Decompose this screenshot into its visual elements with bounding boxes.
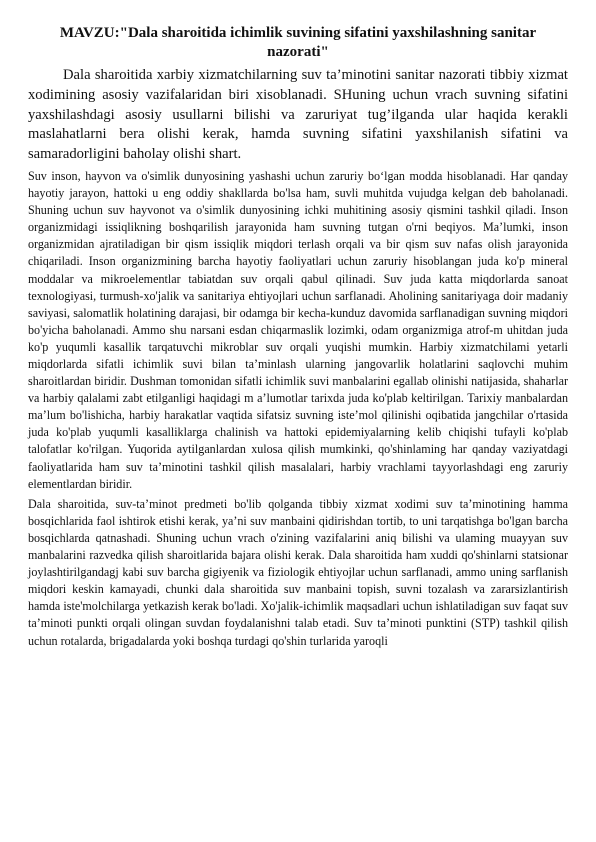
body-paragraph-1: Suv inson, hayvon va o'simlik dunyosining yashashi uchun zaruriy bo‘lgan modda hisoblanadi. Har qanday hayotiy jarayon, hattoki u eng oddiy shakllarda bo'lsa ham, suvli muhitda vujudga kelgan deb baholanadi. Shuning uchun suv hayvonot va o'simlik dunyosining ichki muhitining asosiy qismini tashkil qiladi. Inson organizmidagi issiqlikning boshqarilish jarayonida ham suvning tutgan o'rni beqiyos. Ma’lumki, inson organizmidan ajratiladigan bir qism issiqlik miqdori terlash orqali va bir qism suv nafas olish jarayonida chiqariladi. Inson organizmining barcha hayotiy faoliyatlari uchun zaruriy hisoblangan juda ko'p mineral moddalar va mikroelementlar tabiatdan suv orqali qabul qilinadi. Suv juda katta miqdorlarda sanoat texnologiyasi, turmush-xo'jalik va sanitariya ehtiyojlari uchun sarflanadi. Aholining sanitariyaga doir madaniy saviyasi, salomatlik holatining darajasi, bir odamga bir kecha-kunduz davomida sarflanadigan suvning miqdori bo'yicha baholanadi. Ammo shu narsani esdan chiqarmaslik lozimki, odam organizmiga atrof-m uhitdan juda ko'p yuqumli kasallik tarqatuvchi mikroblar suv orqali yuqishi mumkin. Harbiy xizmatchilami yetarli miqdorlarda sifatli ichimlik suvi bilan ta’minlash ularning jangovarlik holatlarini saqlovchi muhim sharoitlardan biridir. Dushman tomonidan sifatli ichimlik suvi manbalarini egallab olinishi natijasida, shaharlar va harbiy qalalami zabt etilganligi haqidagi m a’lumotlar tarixda juda ko'plab keltirilgan. Tarixiy manbalardan ma’lum bo'lishicha, harbiy harakatlar vaqtida sifatsiz suvning iste’mol qilinishi oqibatida jangchilar o'rtasida juda ko'plab yuqumli kasalliklarga chalinish va hattoki epidemiyalarning kelib chiqishi tufayli ko'plab talofatlar ko'rilgan. Yuqorida aytilganlardan xulosa qilish mumkinki, qo'shinlaming har qanday vaziyatdagi faoliyatlarida ham suv ta’minotini tashkil qilish masalalari, harbiy vrachlami tayyorlashdagi eng zaruriy elementlardan biridir.: [28, 168, 568, 491]
body-paragraph-2: Dala sharoitida, suv-ta’minot predmeti bo'lib qolganda tibbiy xizmat xodimi suv ta’minotining hamma bosqichlarida faol ishtirok etishi kerak, ya’ni suv manbaini qidirishdan tortib, to uni tarqatishga bo'lgan barcha bosqichlarda qatnashadi. Shuning uchun vrach o'zining vazifalarini aniq bilishi va ulaming muayyan suv manbalarini razvedka qilish sharoitlarida bajara olishi kerak. Dala sharoitida ham xuddi qo'shinlarni statsionar joylashtirilgandagj kabi suv barcha gigiyenik va fiziologik ehtiyojlar uchun sarflanadi, ammo uning sarflanish miqdori keskin kamayadi, chunki dala sharoitida suv manbaini topish, suvni tozalash va zararsizlantirish hamda iste'molchilarga yetkazish kerak bo'ladi. Xo'jalik-ichimlik maqsadlari uchun ishlatiladigan suv faqat suv ta’minoti punkti orqali olingan suvdan foydalanishni talab etadi. Suv ta’minoti punktini (STP) tashkil qilish uchun rotalarda, brigadalarda yoki boshqa turdagi qo'shin turlarida yaroqli: [28, 496, 568, 648]
intro-paragraph: Dala sharoitida xarbiy xizmatchilarning suv ta’minotini sanitar nazorati tibbiy xizmat xodimining asosiy vazifalaridan biri xisoblanadi. SHuning uchun vrach suvning sifatini yaxshilashdagi asosiy usullarni bilishi va zaruriyat tug’ilganda ular haqida kerakli maslahatlarni bera olishi kerak, hamda suvning sifatini yaxshilanish sifatini va samaradorligini baholay olishi shart.: [28, 67, 568, 163]
document-title: MAVZU:"Dala sharoitida ichimlik suvining sifatini yaxshilashning sanitar nazorati": [59, 25, 537, 60]
